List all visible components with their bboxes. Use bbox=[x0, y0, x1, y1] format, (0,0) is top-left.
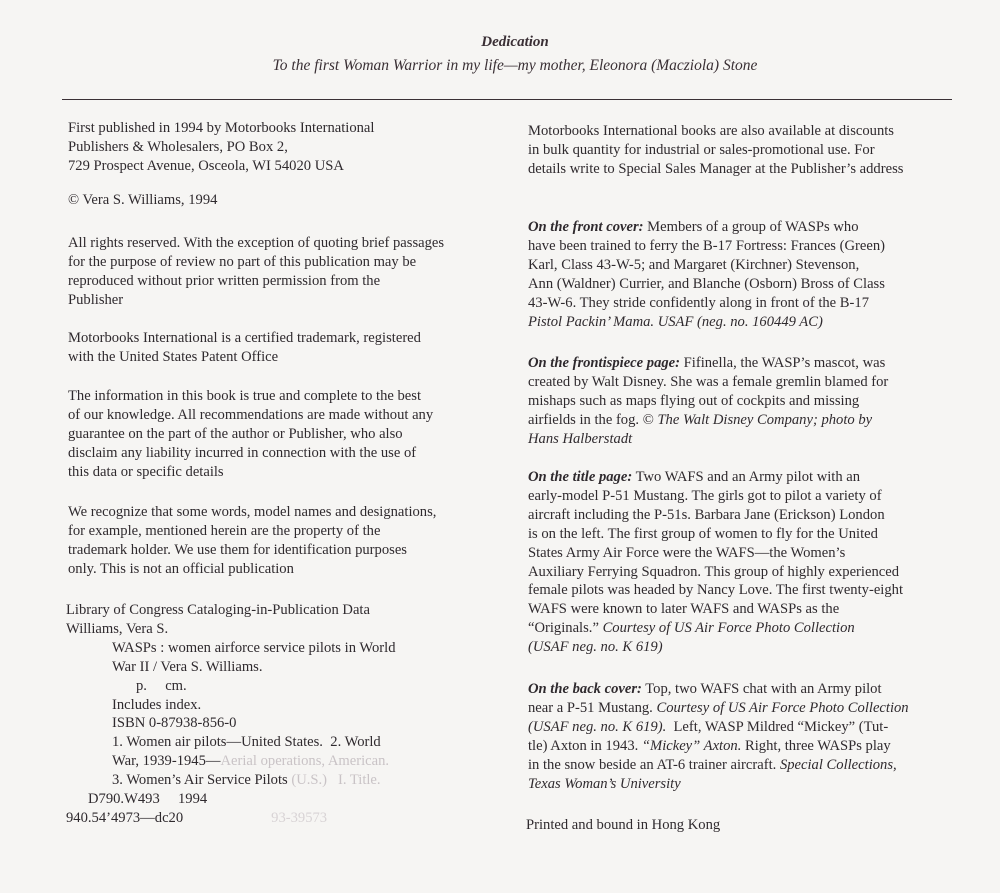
trademark-line: Motorbooks International is a certified trademark, registered bbox=[68, 330, 421, 346]
title-page-label: On the title page: bbox=[528, 469, 633, 485]
caption-line: created by Walt Disney. She was a female gremlin blamed for bbox=[528, 373, 889, 390]
caption-credit: The Walt Disney Company; photo by bbox=[657, 411, 873, 428]
cip-pages: p. cm. bbox=[136, 677, 187, 694]
caption-line: 43-W-6. They stride confidently along in front of the B-17 bbox=[528, 294, 869, 311]
publisher-line: Publishers & Wholesalers, PO Box 2, bbox=[68, 138, 288, 155]
trademark-block bbox=[68, 329, 498, 367]
caption-text: Two WAFS and an Army pilot with an bbox=[632, 469, 861, 485]
title-page-caption bbox=[528, 468, 978, 657]
caption-text: Members of a group of WASPs who bbox=[643, 219, 859, 235]
recognize-line: for example, mentioned herein are the property of the bbox=[68, 522, 381, 539]
caption-credit: (USAF neg. no. K 619). bbox=[528, 718, 667, 735]
information-block bbox=[68, 387, 498, 482]
cip-title-line: War II / Vera S. Williams. bbox=[112, 658, 263, 675]
bulk-line: in bulk quantity for industrial or sales-promotional use. For bbox=[528, 141, 875, 158]
caption-line: have been trained to ferry the B-17 Fortress: Frances (Green) bbox=[528, 237, 886, 254]
recognize-line: only. This is not an official publication bbox=[68, 560, 294, 577]
cip-call-number: D790.W493 1994 bbox=[88, 791, 208, 808]
frontispiece-label: On the frontispiece page: bbox=[528, 355, 681, 371]
back-cover-label: On the back cover: bbox=[528, 681, 642, 697]
caption-line: female pilots was headed by Nancy Love. The first twenty-eight bbox=[528, 582, 903, 599]
cip-heading: Library of Congress Cataloging-in-Publication Data bbox=[66, 602, 370, 618]
caption-credit: Courtesy of US Air Force Photo Collection bbox=[656, 699, 909, 716]
recognize-line: trademark holder. We use them for identification purposes bbox=[68, 541, 407, 558]
caption-text: in the snow beside an AT-6 trainer aircraft. bbox=[528, 756, 780, 773]
cip-index: Includes index. bbox=[112, 696, 202, 713]
caption-text: “Originals.” bbox=[528, 620, 603, 637]
caption-text: near a P-51 Mustang. bbox=[528, 699, 657, 716]
publisher-line: 729 Prospect Avenue, Osceola, WI 54020 USA bbox=[68, 157, 344, 174]
information-line: this data or specific details bbox=[68, 463, 224, 480]
cip-call-number bbox=[66, 809, 496, 828]
caption-line: mishaps such as maps flying out of cockpits and missing bbox=[528, 392, 860, 409]
cip-subject bbox=[66, 733, 496, 752]
cip-subject-text: (U.S.) I. Title. bbox=[287, 772, 381, 789]
caption-line: States Army Air Force were the WAFS—the Women’s bbox=[528, 544, 846, 561]
caption-credit: Hans Halberstadt bbox=[528, 430, 633, 447]
caption-credit: Pistol Packin’ Mama. USAF (neg. no. 160449 AC) bbox=[528, 313, 823, 330]
bulk-line: Motorbooks International books are also available at discounts bbox=[528, 123, 894, 139]
caption-line: Ann (Waldner) Currier, and Blanche (Osborn) Bross of Class bbox=[528, 275, 885, 292]
caption-credit: Texas Woman’s University bbox=[528, 775, 681, 792]
rights-line: Publisher bbox=[68, 291, 124, 308]
caption-credit: Courtesy of US Air Force Photo Collection bbox=[602, 620, 855, 637]
caption-line: WAFS were known to later WAFS and WASPs as the bbox=[528, 601, 840, 618]
cip-subject-text: 1. Women air pilots—United States. bbox=[112, 734, 323, 751]
rights-line: All rights reserved. With the exception of quoting brief passages bbox=[68, 235, 445, 251]
rights-line: reproduced without prior written permission from the bbox=[68, 272, 381, 289]
back-cover-caption bbox=[528, 680, 978, 793]
trademark-line: with the United States Patent Office bbox=[68, 348, 279, 365]
caption-text: Right, three WASPs play bbox=[741, 737, 891, 754]
cip-subject-text: 3. Women’s Air Service Pilots bbox=[112, 772, 288, 789]
caption-line: early-model P-51 Mustang. The girls got to pilot a variety of bbox=[528, 487, 882, 504]
information-line: of our knowledge. All recommendations are made without any bbox=[68, 406, 434, 423]
caption-text: airfields in the fog. © bbox=[528, 411, 658, 428]
publisher-line: First published in 1994 by Motorbooks International bbox=[68, 120, 375, 136]
information-line: disclaim any liability incurred in connection with the use of bbox=[68, 444, 417, 461]
rights-line: for the purpose of review no part of this publication may be bbox=[68, 253, 417, 270]
caption-line: Karl, Class 43-W-5; and Margaret (Kirchner) Stevenson, bbox=[528, 256, 860, 273]
information-line: The information in this book is true and complete to the best bbox=[68, 388, 422, 404]
caption-text: tle) Axton in 1943. bbox=[528, 737, 642, 754]
cip-subject bbox=[66, 771, 496, 790]
caption-credit: “Mickey” Axton. bbox=[641, 737, 742, 754]
cip-subject bbox=[66, 752, 496, 771]
cip-subject-text: 2. World bbox=[322, 734, 381, 751]
cip-block bbox=[66, 601, 496, 828]
front-cover-label: On the front cover: bbox=[528, 219, 644, 235]
printed-line: Printed and bound in Hong Kong bbox=[526, 817, 721, 833]
caption-line: Auxiliary Ferrying Squadron. This group of highly experienced bbox=[528, 563, 899, 580]
information-line: guarantee on the part of the author or Publisher, who also bbox=[68, 425, 403, 442]
copyright-line: © Vera S. Williams, 1994 bbox=[68, 192, 218, 208]
printed-block bbox=[526, 816, 976, 835]
front-cover-caption bbox=[528, 218, 978, 331]
dedication-text: To the first Woman Warrior in my life—my mother, Eleonora (Macziola) Stone bbox=[272, 57, 758, 74]
bulk-block bbox=[528, 122, 978, 179]
caption-text: Left, WASP Mildred “Mickey” (Tut- bbox=[666, 718, 889, 735]
cip-author: Williams, Vera S. bbox=[66, 620, 169, 637]
cip-dewey: 940.54’4973—dc20 bbox=[66, 809, 184, 826]
cip-subject-text: Aerial operations, American. bbox=[220, 753, 390, 770]
frontispiece-caption bbox=[528, 354, 978, 449]
rights-block bbox=[68, 234, 498, 310]
cip-isbn: ISBN 0-87938-856-0 bbox=[112, 715, 237, 732]
copyright-block bbox=[68, 191, 498, 210]
cip-title-line: WASPs : women airforce service pilots in World bbox=[112, 639, 396, 656]
publisher-block bbox=[68, 119, 498, 176]
caption-line: is on the left. The first group of women to fly for the United bbox=[528, 525, 878, 542]
divider-rule bbox=[62, 99, 952, 100]
recognize-block bbox=[68, 503, 498, 579]
cip-subject-text: War, 1939-1945— bbox=[112, 753, 221, 770]
bulk-line: details write to Special Sales Manager at the Publisher’s address bbox=[528, 160, 904, 177]
caption-line: aircraft including the P-51s. Barbara Jane (Erickson) London bbox=[528, 506, 885, 523]
caption-credit: (USAF neg. no. K 619) bbox=[528, 639, 663, 656]
dedication-title: Dedication bbox=[481, 34, 549, 50]
recognize-line: We recognize that some words, model names and designations, bbox=[68, 504, 437, 520]
caption-text: Top, two WAFS chat with an Army pilot bbox=[641, 681, 882, 697]
caption-credit: Special Collections, bbox=[779, 756, 897, 773]
caption-text: Fifinella, the WASP’s mascot, was bbox=[680, 355, 886, 371]
cip-lccn: 93-39573 bbox=[271, 809, 328, 826]
